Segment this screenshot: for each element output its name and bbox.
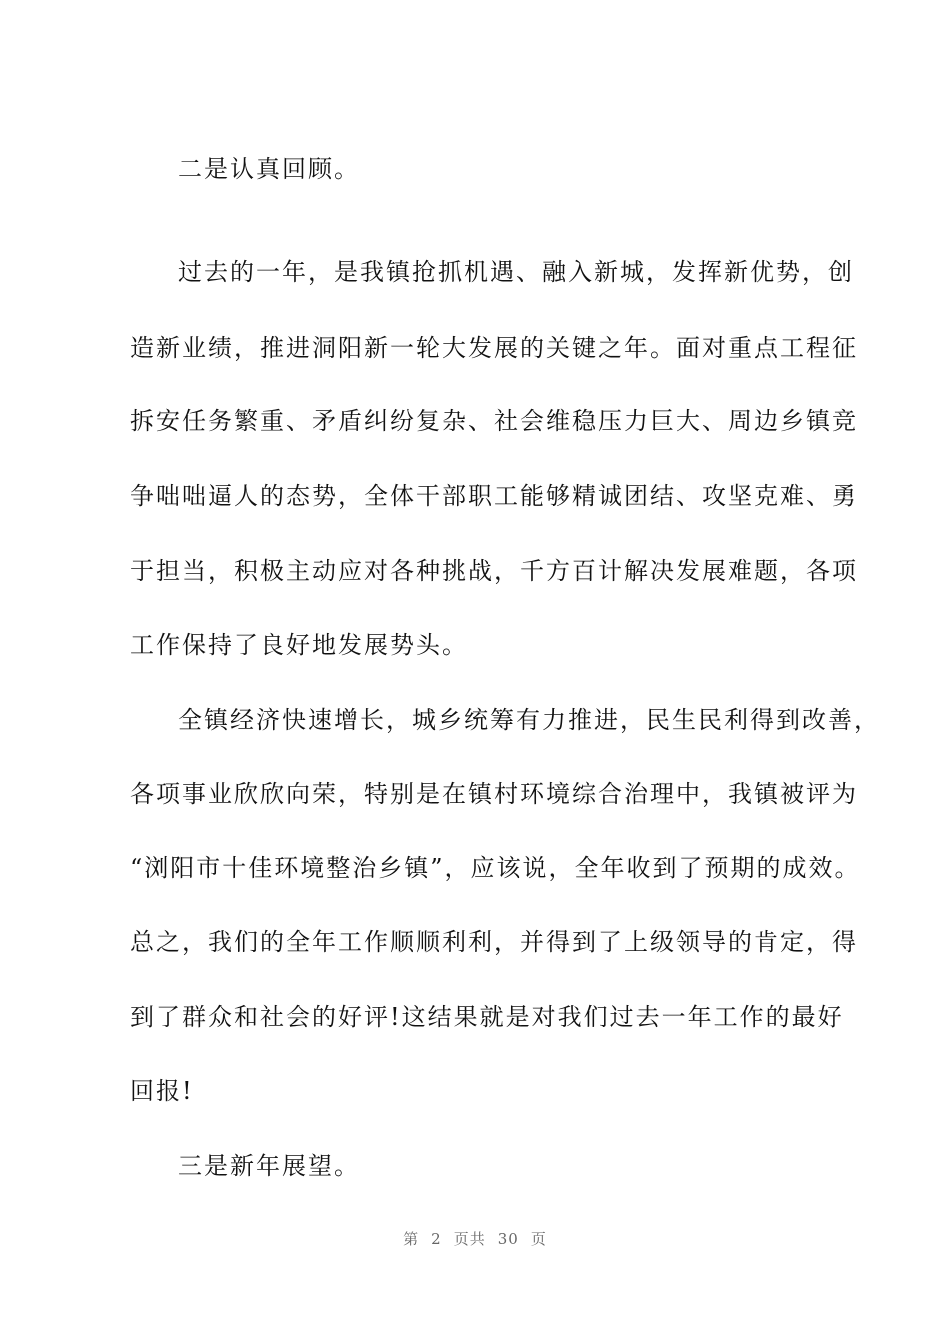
paragraph-line: 过去的一年，是我镇抢抓机遇、融入新城，发挥新优势，创: [178, 258, 854, 286]
footer-prefix: 第: [403, 1230, 420, 1248]
paragraph-line: 工作保持了良好地发展势头。: [130, 631, 468, 659]
paragraph-line: 各项事业欣欣向荣，特别是在镇村环境综合治理中，我镇被评为: [130, 780, 858, 808]
paragraph-line: 回报!: [130, 1077, 194, 1105]
paragraph-line: 总之，我们的全年工作顺顺利利，并得到了上级领导的肯定，得: [130, 928, 858, 956]
paragraph-line: 造新业绩，推进洞阳新一轮大发展的关键之年。面对重点工程征: [130, 334, 858, 362]
paragraph-heading-review: 二是认真回顾。: [178, 155, 360, 183]
paragraph-line: 于担当，积极主动应对各种挑战，千方百计解决发展难题，各项: [130, 557, 858, 585]
footer-current-page: 2: [431, 1230, 442, 1248]
paragraph-line: 到了群众和社会的好评!这结果就是对我们过去一年工作的最好: [130, 1003, 844, 1031]
paragraph-line: “浏阳市十佳环境整治乡镇”，应该说，全年收到了预期的成效。: [130, 854, 861, 882]
paragraph-heading-outlook: 三是新年展望。: [178, 1152, 360, 1180]
footer-total-pages: 30: [497, 1230, 519, 1248]
paragraph-line: 全镇经济快速增长，城乡统筹有力推进，民生民利得到改善，: [178, 706, 880, 734]
paragraph-line: 争咄咄逼人的态势，全体干部职工能够精诚团结、攻坚克难、勇: [130, 482, 858, 510]
footer-suffix: 页: [530, 1230, 547, 1248]
footer-middle: 页共: [453, 1230, 486, 1248]
paragraph-line: 拆安任务繁重、矛盾纠纷复杂、社会维稳压力巨大、周边乡镇竞: [130, 407, 858, 435]
page-number-footer: [0, 1228, 950, 1249]
